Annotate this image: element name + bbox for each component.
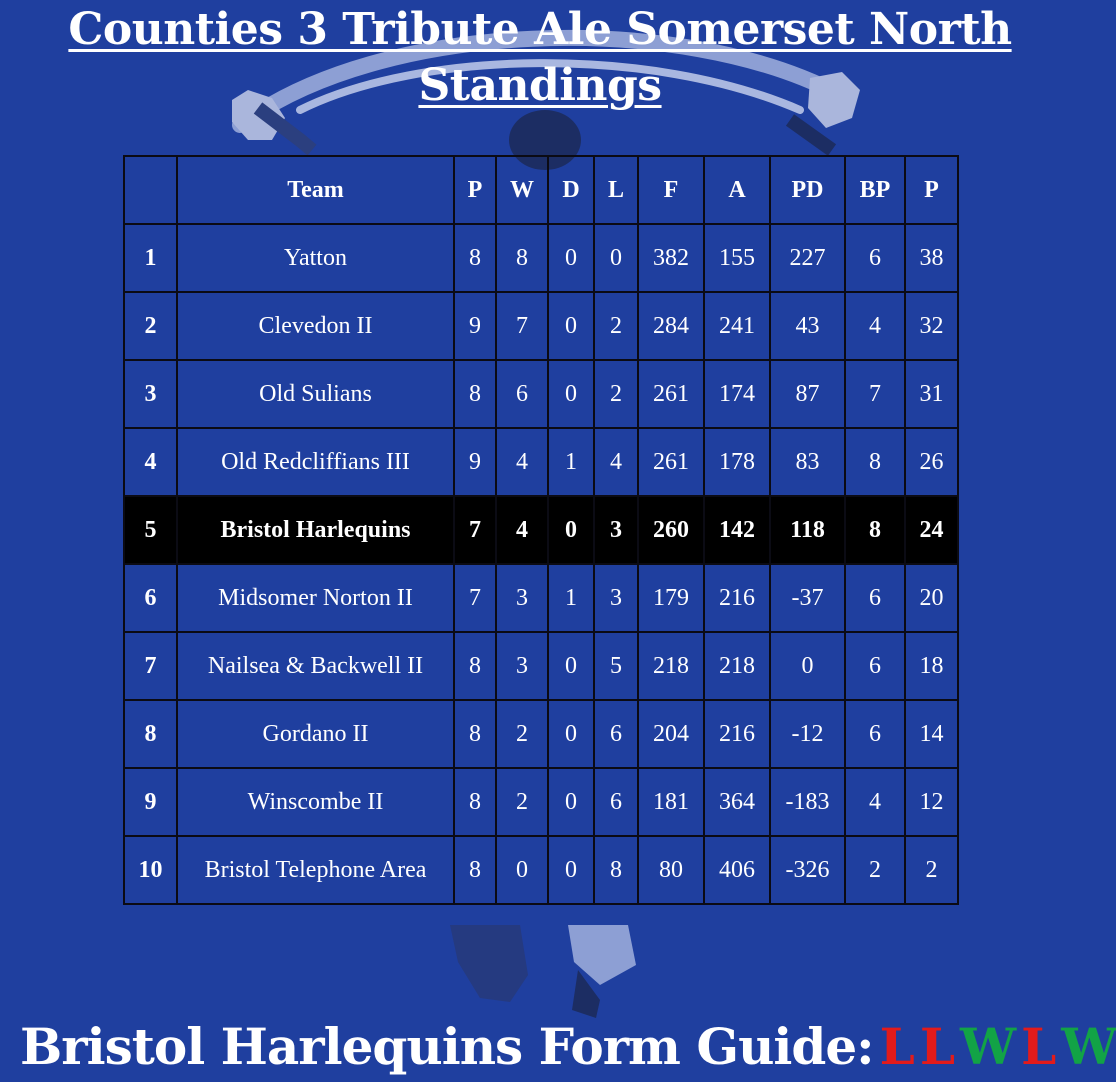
cell-points-difference: 83	[770, 428, 845, 496]
cell-lost: 0	[594, 224, 638, 292]
cell-total-points: 18	[905, 632, 958, 700]
cell-points-for: 382	[638, 224, 704, 292]
cell-lost: 5	[594, 632, 638, 700]
cell-won: 2	[496, 768, 548, 836]
table-row	[124, 700, 958, 768]
cell-points-for: 80	[638, 836, 704, 904]
cell-total-points: 2	[905, 836, 958, 904]
cell-drawn: 0	[548, 360, 594, 428]
table-row	[124, 428, 958, 496]
cell-won: 6	[496, 360, 548, 428]
table-row	[124, 224, 958, 292]
cell-points-for: 261	[638, 360, 704, 428]
cell-won: 3	[496, 632, 548, 700]
cell-points-for: 204	[638, 700, 704, 768]
form-result-loss: L	[879, 1017, 914, 1076]
cell-lost: 3	[594, 496, 638, 564]
cell-points-against: 155	[704, 224, 770, 292]
header-points-against: A	[704, 156, 770, 224]
cell-points-difference: 227	[770, 224, 845, 292]
cell-points-difference: 87	[770, 360, 845, 428]
cell-bonus-points: 6	[845, 224, 905, 292]
cell-played: 9	[454, 292, 496, 360]
cell-points-difference: 118	[770, 496, 845, 564]
cell-team: Old Redcliffians III	[177, 428, 454, 496]
cell-won: 4	[496, 496, 548, 564]
cell-points-against: 174	[704, 360, 770, 428]
cell-points-against: 406	[704, 836, 770, 904]
table-row	[124, 360, 958, 428]
cell-drawn: 0	[548, 632, 594, 700]
cell-team: Bristol Harlequins	[177, 496, 454, 564]
header-bonus-points: BP	[845, 156, 905, 224]
cell-played: 8	[454, 700, 496, 768]
cell-total-points: 38	[905, 224, 958, 292]
table-row	[124, 632, 958, 700]
cell-drawn: 0	[548, 700, 594, 768]
header-points-for: F	[638, 156, 704, 224]
cell-position: 2	[124, 292, 177, 360]
header-played: P	[454, 156, 496, 224]
cell-drawn: 0	[548, 836, 594, 904]
cell-position: 8	[124, 700, 177, 768]
cell-won: 0	[496, 836, 548, 904]
cell-bonus-points: 8	[845, 428, 905, 496]
form-result-win: W	[959, 1017, 1016, 1076]
cell-total-points: 26	[905, 428, 958, 496]
cell-points-difference: 0	[770, 632, 845, 700]
table-row-highlighted	[124, 496, 958, 564]
cell-played: 8	[454, 632, 496, 700]
cell-points-against: 216	[704, 564, 770, 632]
cell-points-for: 218	[638, 632, 704, 700]
cell-position: 3	[124, 360, 177, 428]
cell-points-against: 364	[704, 768, 770, 836]
cell-position: 6	[124, 564, 177, 632]
form-result-loss: L	[919, 1017, 954, 1076]
cell-points-difference: -12	[770, 700, 845, 768]
cell-played: 7	[454, 564, 496, 632]
cell-team: Midsomer Norton II	[177, 564, 454, 632]
cell-points-difference: -183	[770, 768, 845, 836]
cell-position: 7	[124, 632, 177, 700]
cell-points-for: 179	[638, 564, 704, 632]
cell-lost: 2	[594, 292, 638, 360]
cell-won: 4	[496, 428, 548, 496]
header-drawn: D	[548, 156, 594, 224]
header-lost: L	[594, 156, 638, 224]
cell-team: Yatton	[177, 224, 454, 292]
cell-points-difference: 43	[770, 292, 845, 360]
cell-points-for: 260	[638, 496, 704, 564]
cell-played: 8	[454, 360, 496, 428]
form-results	[874, 1017, 1116, 1076]
table-row	[124, 564, 958, 632]
form-result-loss: L	[1021, 1017, 1056, 1076]
cell-played: 8	[454, 836, 496, 904]
cell-total-points: 24	[905, 496, 958, 564]
cell-won: 8	[496, 224, 548, 292]
cell-position: 10	[124, 836, 177, 904]
cell-total-points: 14	[905, 700, 958, 768]
cell-points-against: 178	[704, 428, 770, 496]
cell-drawn: 0	[548, 496, 594, 564]
header-total-points: P	[905, 156, 958, 224]
cell-team: Bristol Telephone Area	[177, 836, 454, 904]
table-row	[124, 836, 958, 904]
cell-total-points: 32	[905, 292, 958, 360]
cell-position: 5	[124, 496, 177, 564]
cell-team: Nailsea & Backwell II	[177, 632, 454, 700]
cell-played: 9	[454, 428, 496, 496]
cell-lost: 8	[594, 836, 638, 904]
cell-drawn: 1	[548, 428, 594, 496]
table-header-row	[124, 156, 958, 224]
cell-drawn: 0	[548, 768, 594, 836]
standings-table	[123, 155, 959, 905]
header-points-difference: PD	[770, 156, 845, 224]
cell-team: Old Sulians	[177, 360, 454, 428]
cell-position: 1	[124, 224, 177, 292]
cell-team: Winscombe II	[177, 768, 454, 836]
cell-total-points: 31	[905, 360, 958, 428]
form-guide	[20, 1012, 1116, 1082]
cell-drawn: 0	[548, 292, 594, 360]
cell-position: 4	[124, 428, 177, 496]
cell-lost: 6	[594, 700, 638, 768]
cell-won: 2	[496, 700, 548, 768]
cell-points-for: 181	[638, 768, 704, 836]
header-team: Team	[177, 156, 454, 224]
form-guide-label: Bristol Harlequins Form Guide:	[20, 1017, 874, 1076]
cell-total-points: 12	[905, 768, 958, 836]
cell-bonus-points: 2	[845, 836, 905, 904]
cell-points-for: 261	[638, 428, 704, 496]
cell-bonus-points: 6	[845, 632, 905, 700]
cell-points-for: 284	[638, 292, 704, 360]
cell-bonus-points: 8	[845, 496, 905, 564]
header-won: W	[496, 156, 548, 224]
cell-played: 7	[454, 496, 496, 564]
cell-position: 9	[124, 768, 177, 836]
cell-total-points: 20	[905, 564, 958, 632]
cell-points-difference: -37	[770, 564, 845, 632]
cell-won: 7	[496, 292, 548, 360]
cell-bonus-points: 6	[845, 700, 905, 768]
cell-lost: 3	[594, 564, 638, 632]
cell-bonus-points: 4	[845, 768, 905, 836]
form-result-win: W	[1061, 1017, 1116, 1076]
cell-bonus-points: 7	[845, 360, 905, 428]
cell-drawn: 1	[548, 564, 594, 632]
cell-lost: 4	[594, 428, 638, 496]
cell-points-against: 216	[704, 700, 770, 768]
cell-lost: 6	[594, 768, 638, 836]
cell-played: 8	[454, 224, 496, 292]
cell-points-difference: -326	[770, 836, 845, 904]
cell-won: 3	[496, 564, 548, 632]
cell-bonus-points: 6	[845, 564, 905, 632]
cell-played: 8	[454, 768, 496, 836]
cell-points-against: 241	[704, 292, 770, 360]
cell-lost: 2	[594, 360, 638, 428]
header-position	[124, 156, 177, 224]
table-row	[124, 292, 958, 360]
page-title: Counties 3 Tribute Ale Somerset North Standings	[68, 4, 1012, 111]
cell-drawn: 0	[548, 224, 594, 292]
cell-points-against: 218	[704, 632, 770, 700]
cell-bonus-points: 4	[845, 292, 905, 360]
cell-points-against: 142	[704, 496, 770, 564]
table-row	[124, 768, 958, 836]
cell-team: Gordano II	[177, 700, 454, 768]
cell-team: Clevedon II	[177, 292, 454, 360]
